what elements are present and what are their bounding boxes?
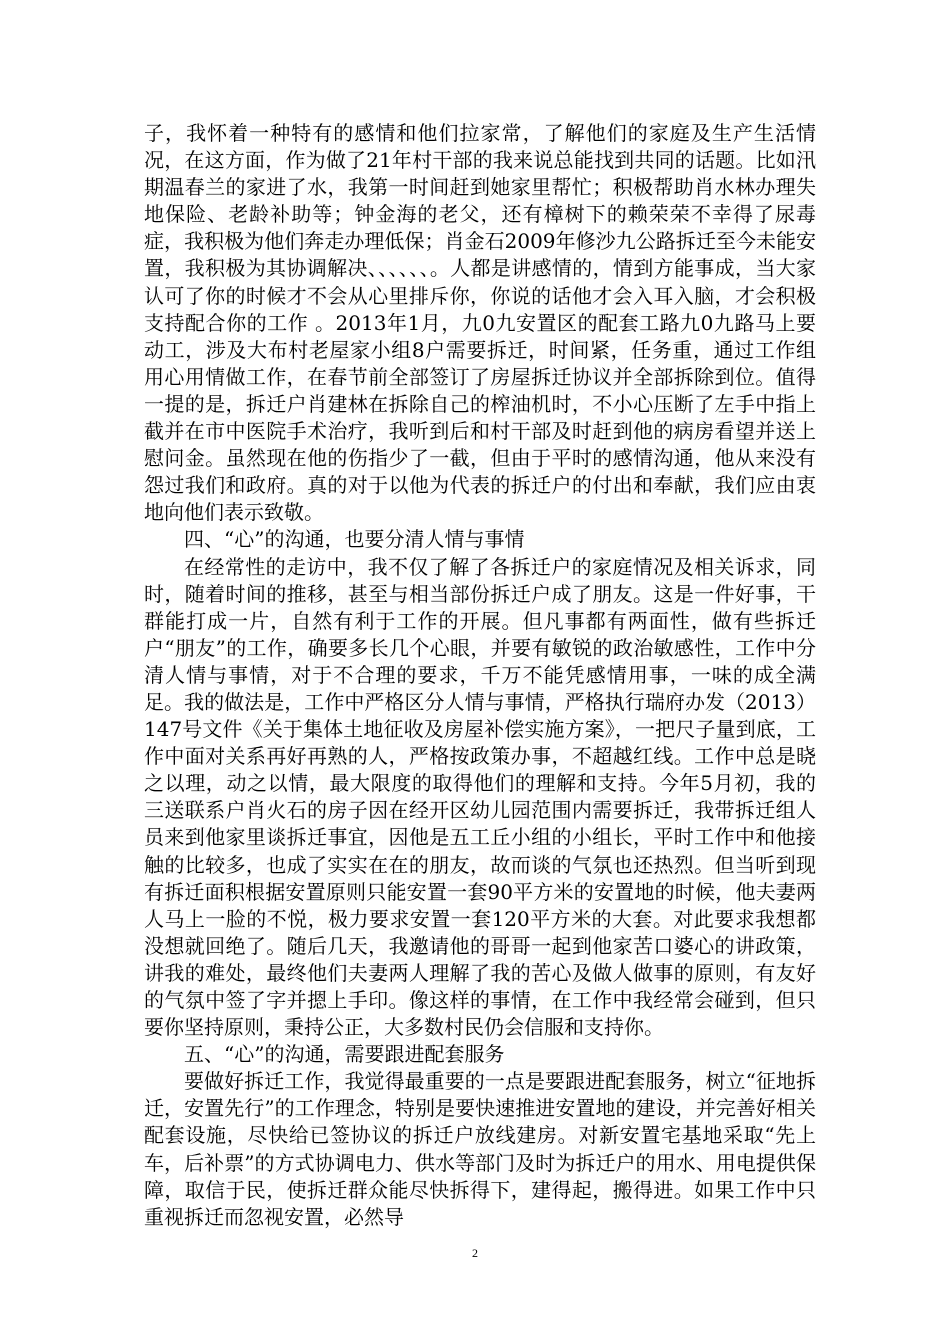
- body-paragraph-section-five: 要做好拆迁工作，我觉得最重要的一点是要跟进配套服务，树立“征地拆迁，安置先行”的工作理念，特别是要快速推进安置地的建设，并完善好相关配套设施，尽快给已签协议的拆迁户放线建房。对新安置宅基地采取“先上车，后补票”的方式协调电力、供水等部门及时为拆迁户的用水、用电提供保障，取信于民，使拆迁群众能尽快拆得下，建得起，搬得进。如果工作中只重视拆迁而忽视安置，必然导: [144, 1069, 816, 1229]
- body-paragraph-section-four: 在经常性的走访中，我不仅了解了各拆迁户的家庭情况及相关诉求，同时，随着时间的推移，甚至与相当部份拆迁户成了朋友。这是一件好事，干群能打成一片，自然有利于工作的开展。但凡事都有两面性，做有些拆迁户“朋友”的工作，确要多长几个心眼，并要有敏锐的政治敏感性，工作中分清人情与事情，对于不合理的要求，千万不能凭感情用事，一味的成全满足。我的做法是，工作中严格区分人情与事情，严格执行瑞府办发（2013）147号文件《关于集体土地征收及房屋补偿实施方案》，一把尺子量到底，工作中面对关系再好再熟的人，严格按政策办事，不超越红线。工作中总是晓之以理，动之以情，最大限度的取得他们的理解和支持。今年5月初，我的三送联系户肖火石的房子因在经开区幼儿园范围内需要拆迁，我带拆迁组人员来到他家里谈拆迁事宜，因他是五工丘小组的小组长，平时工作中和他接触的比较多，也成了实实在在的朋友，故而谈的气氛也还热烈。但当听到现有拆迁面积根据安置原则只能安置一套90平方米的安置地的时候，他夫妻两人马上一脸的不悦，极力要求安置一套120平方米的大套。对此要求我想都没想就回绝了。随后几天，我邀请他的哥哥一起到他家苦口婆心的讲政策，讲我的难处，最终他们夫妻两人理解了我的苦心及做人做事的原则，有友好的气氛中签了字并摁上手印。像这样的事情，在工作中我经常会碰到，但只要你坚持原则，秉持公正，大多数村民仍会信服和支持你。: [144, 554, 816, 1040]
- page-number: 2: [472, 1246, 478, 1260]
- section-heading-five: 五、“心”的沟通，需要跟进配套服务: [184, 1042, 505, 1067]
- body-paragraph-continuation: 子，我怀着一种特有的感情和他们拉家常，了解他们的家庭及生产生活情况，在这方面，作为做了21年村干部的我来说总能找到共同的话题。比如汛期温春兰的家进了水，我第一时间赶到她家里帮忙；积极帮助肖水林办理失地保险、老龄补助等；钟金海的老父，还有樟树下的赖荣荣不幸得了尿毒症，我积极为他们奔走办理低保；肖金石2009年修沙九公路拆迁至今未能安置，我积极为其协调解决、、、、、、。人都是讲感情的，情到方能事成，当大家认可了你的时候才不会从心里排斥你，你说的话他才会入耳入脑，才会积极支持配合你的工作 。2013年1月，九0九安置区的配套工路九0九路马上要动工，涉及大布村老屋家小组8户需要拆迁，时间紧，任务重，通过工作组用心用情做工作，在春节前全部签订了房屋拆迁协议并全部拆除到位。值得一提的是，拆迁户肖建林在拆除自己的榨油机时，不小心压断了左手中指上截并在市中医院手术治疗，我听到后和村干部及时赶到他的病房看望并送上慰问金。虽然现在他的伤指少了一截，但由于平时的感情沟通，他从来没有怨过我们和政府。真的对于以他为代表的拆迁户的付出和奉献，我们应由衷地向他们表示致敬。: [144, 121, 816, 525]
- document-body: [144, 120, 816, 1231]
- section-heading-four: 四、“心”的沟通，也要分清人情与事情: [184, 527, 525, 552]
